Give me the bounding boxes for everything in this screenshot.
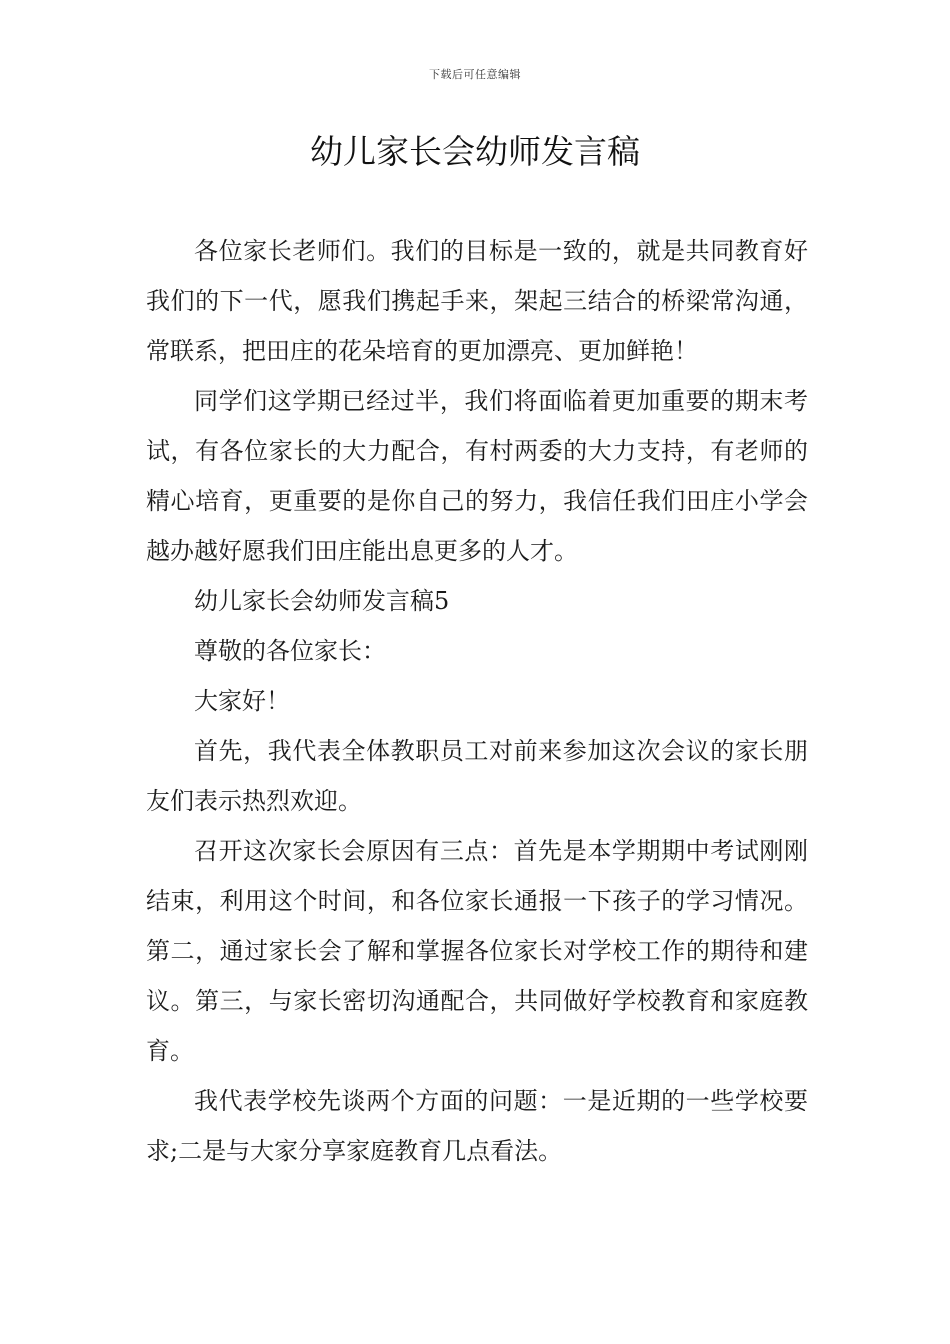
salutation: 尊敬的各位家长： <box>194 637 386 665</box>
paragraph: 各位家长老师们。我们的目标是一致的，就是共同教育好我们的下一代，愿我们携起手来，架起三结合的桥梁常沟通，常联系，把田庄的花朵培育的更加漂亮、更加鲜艳！ <box>146 237 808 365</box>
section-heading: 幼儿家长会幼师发言稿5 <box>194 587 450 615</box>
paragraph: 召开这次家长会原因有三点：首先是本学期期中考试刚刚结束，利用这个时间，和各位家长通报一下孩子的学习情况。第二，通过家长会了解和掌握各位家长对学校工作的期待和建议。第三，与家长密切沟通配合，共同做好学校教育和家庭教育。 <box>146 837 808 1065</box>
document-body <box>146 226 808 1176</box>
document-title: 幼儿家长会幼师发言稿 <box>310 132 640 171</box>
paragraph: 我代表学校先谈两个方面的问题：一是近期的一些学校要求;二是与大家分享家庭教育几点看法。 <box>146 1087 808 1165</box>
header-note: 下载后可任意编辑 <box>429 68 521 81</box>
paragraph: 首先，我代表全体教职员工对前来参加这次会议的家长朋友们表示热烈欢迎。 <box>146 737 808 815</box>
paragraph: 同学们这学期已经过半，我们将面临着更加重要的期末考试，有各位家长的大力配合，有村两委的大力支持，有老师的精心培育，更重要的是你自己的努力，我信任我们田庄小学会越办越好愿我们田庄能出息更多的人才。 <box>146 387 808 565</box>
greeting: 大家好！ <box>194 687 290 715</box>
